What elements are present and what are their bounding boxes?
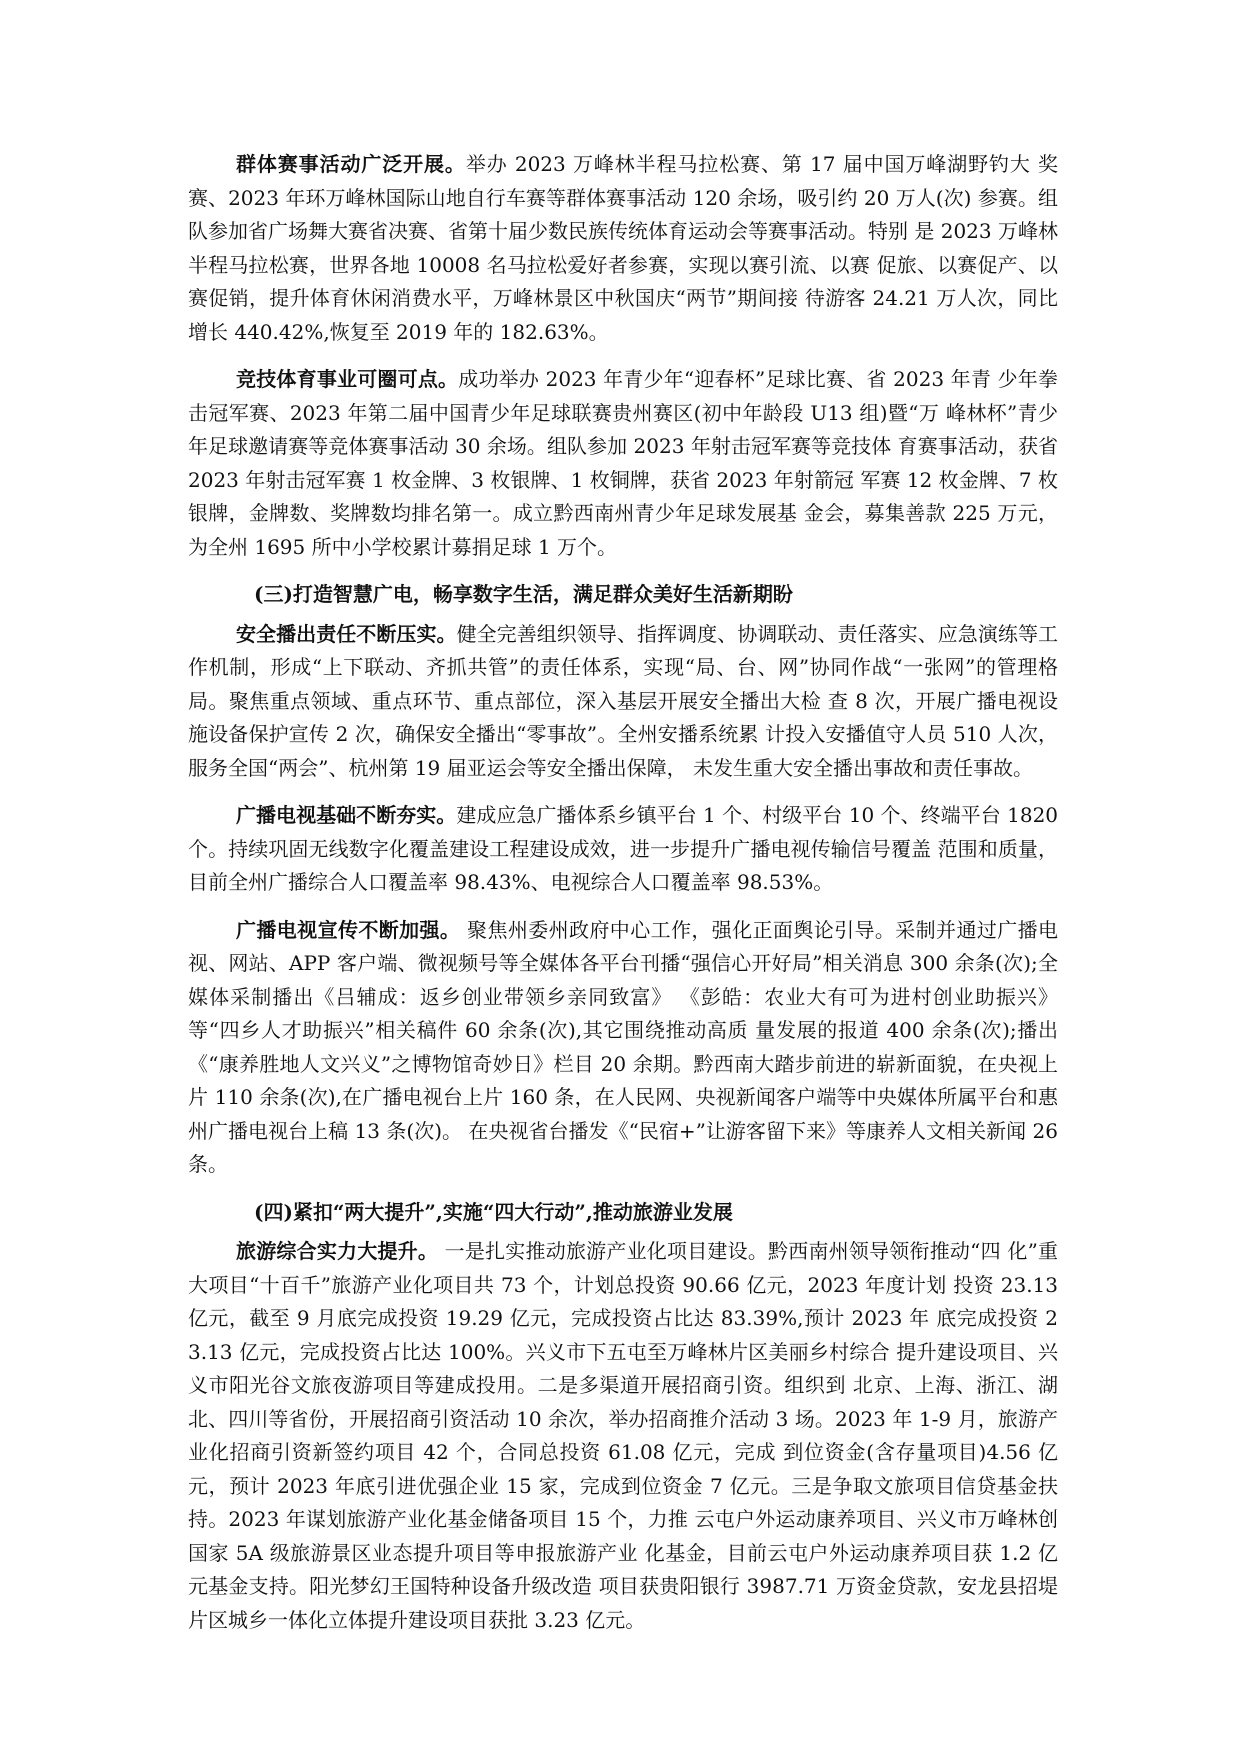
paragraph-body: 举办 2023 万峰林半程马拉松赛、第 17 届中国万峰湖野钓大 奖赛、2023 年环万峰林国际山地自行车赛等群体赛事活动 120 余场，吸引约 20 万人(次) 参赛。组队参加省广场舞大赛省决赛、省第十届少数民族传统体育运动会等赛事活动。特别 是 2023 万峰林半程马拉松赛，世界各地 10008 名马拉松爱好者参赛，实现以赛引流、以赛 促旅、以赛促产、以赛促销，提升体育休闲消费水平，万峰林景区中秋国庆“两节”期间接 待游客 24.21 万人次，同比增长 440.42%,恢复至 2019 年的 182.63%。 xyxy=(188,152,1059,344)
paragraph-broadcast-infrastructure xyxy=(188,799,1058,900)
paragraph-body: 成功举办 2023 年青少年“迎春杯”足球比赛、省 2023 年青 少年拳击冠军赛、2023 年第二届中国青少年足球联赛贵州赛区(初中年龄段 U13 组)暨“万 峰林杯”青少年足球邀请赛等竞体赛事活动 30 余场。组队参加 2023 年射击冠军赛等竞技体 育赛事活动，获省 2023 年射击冠军赛 1 枚金牌、3 枚银牌、1 枚铜牌，获省 2023 年射箭冠 军赛 12 枚金牌、7 枚银牌，金牌数、奖牌数均排名第一。成立黔西南州青少年足球发展基 金会，募集善款 225 万元，为全州 1695 所中小学校累计募捐足球 1 万个。 xyxy=(188,367,1058,559)
paragraph-lead: 竞技体育事业可圈可点。 xyxy=(236,367,459,391)
paragraph-lead: 广播电视基础不断夯实。 xyxy=(236,803,457,827)
paragraph-body: 建成应急广播体系乡镇平台 1 个、村级平台 10 个、终端平台 1820 个。持续巩固无线数字化覆盖建设工程建设成效，进一步提升广播电视传输信号覆盖 范围和质量，目前全州广播综合人口覆盖率 98.43%、电视综合人口覆盖率 98.53%。 xyxy=(188,803,1059,894)
paragraph-lead: 安全播出责任不断压实。 xyxy=(236,621,457,646)
section-heading-smart-broadcasting: (三)打造智慧广电，畅享数字生活，满足群众美好生活新期盼 xyxy=(254,582,793,606)
paragraph-lead: 旅游综合实力大提升。 xyxy=(236,1239,439,1263)
paragraph-competitive-sports xyxy=(188,363,1058,564)
section-heading-tourism: (四)紧扣“两大提升”,实施“四大行动”,推动旅游业发展 xyxy=(254,1199,733,1224)
paragraph-body: 一是扎实推动旅游产业化项目建设。黔西南州领导领衔推动“四 化”重大项目“十百千”旅游产业化项目共 73 个，计划总投资 90.66 亿元，2023 年度计划 投资 23.13 亿元，截至 9 月底完成投资 19.29 亿元，完成投资占比达 83.39%,预计 2023 年 底完成投资 23.13 亿元，完成投资占比达 100%。兴义市下五屯至万峰林片区美丽乡村综合 提升建设项目、兴义市阳光谷文旅夜游项目等建成投用。二是多渠道开展招商引资。组织到 北京、上海、浙江、湖北、四川等省份，开展招商引资活动 10 余次，举办招商推介活动 3 场。2023 年 1-9 月，旅游产业化招商引资新签约项目 42 个，合同总投资 61.08 亿元，完成 到位资金(含存量项目)4.56 亿元，预计 2023 年底引进优强企业 15 家，完成到位资金 7 亿元。三是争取文旅项目信贷基金扶持。2023 年谋划旅游产业化基金储备项目 15 个，力推 云屯户外运动康养项目、兴义市万峰林创国家 5A 级旅游景区业态提升项目等申报旅游产业 化基金，目前云屯户外运动康养项目获 1.2 亿元基金支持。阳光梦幻王国特种设备升级改造 项目获贵阳银行 3987.71 万资金贷款，安龙县招堤片区城乡一体化立体提升建设项目获批 3.23 亿元。 xyxy=(188,1239,1058,1632)
paragraph-broadcast-safety xyxy=(188,618,1058,786)
paragraph-tourism-strength xyxy=(188,1235,1058,1637)
paragraph-lead: 广播电视宣传不断加强。 xyxy=(236,917,461,942)
paragraph-broadcast-publicity xyxy=(188,914,1058,1182)
paragraph-mass-sports-events xyxy=(188,148,1058,349)
paragraph-body: 聚焦州委州政府中心工作，强化正面舆论引导。采制并通过广播电视、网站、APP 客户端、微视频号等全媒体各平台刊播“强信心开好局”相关消息 300 余条(次);全媒体采制播出《吕辅成：返乡创业带领乡亲同致富》 《彭皓：农业大有可为进村创业助振兴》等“四乡人才助振兴”相关稿件 60 余条(次),其它围绕推动高质 量发展的报道 400 余条(次);播出《“康养胜地人文兴义”之博物馆奇妙日》栏目 20 余期。黔西南大踏步前进的崭新面貌，在央视上片 110 余条(次),在广播电视台上片 160 条，在人民网、央视新闻客户端等中央媒体所属平台和惠州广播电视台上稿 13 条(次)。 在央视省台播发《“民宿+”让游客留下来》等康养人文相关新闻 26 条。 xyxy=(188,917,1059,1176)
paragraph-lead: 群体赛事活动广泛开展。 xyxy=(236,152,466,176)
paragraph-body: 健全完善组织领导、指挥调度、协调联动、责任落实、应急演练等工作机制，形成“上下联动、齐抓共管”的责任体系，实现“局、台、网”协同作战“一张网”的管理格局。聚焦重点领域、重点环节、重点部位，深入基层开展安全播出大检 查 8 次，开展广播电视设施设备保护宣传 2 次，确保安全播出“零事故”。全州安播系统累 计投入安播值守人员 510 人次，服务全国“两会”、杭州第 19 届亚运会等安全播出保障， 未发生重大安全播出事故和责任事故。 xyxy=(188,621,1059,780)
document-page xyxy=(188,148,1058,1651)
